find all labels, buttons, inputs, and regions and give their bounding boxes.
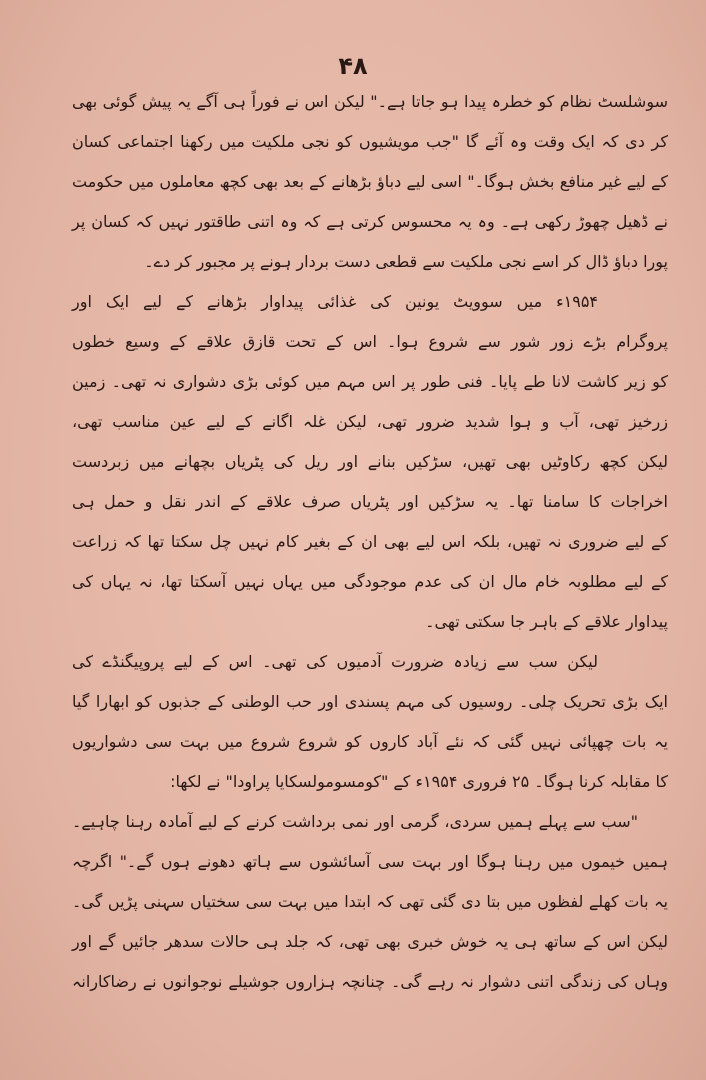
text-line: سوشلسٹ نظام کو خطرہ پیدا ہو جاتا ہے۔" لیکن اس نے فوراً ہی آگے یہ پیش گوئی بھی [72,92,668,111]
text-line: پورا دباؤ ڈال کر اسے نجی ملکیت سے قطعی دست بردار ہونے پر مجبور کر دے۔ [144,252,668,271]
text-line: لیکن اس کے ساتھ ہی یہ خوش خبری بھی تھی، کہ جلد ہی حالات سدھر جائیں گے اور [72,932,668,951]
page-body-text [72,82,668,1002]
paragraph-start-line: ۱۹۵۴ء میں سوویٹ یونین کی غذائی پیداوار بڑھانے کے لیے ایک اور [72,292,598,311]
text-line: کے لیے غیر منافع بخش ہوگا۔" اسی لیے دباؤ بڑھانے کے بعد بھی کچھ معاملوں میں حکومت [72,172,668,191]
text-line: یہ بات کھلے لفظوں میں بتا دی گئی تھی کہ ابتدا میں بہت سی سختیاں سہنی پڑیں گی۔ [72,892,668,911]
text-line: کا مقابلہ کرنا ہوگا۔ ۲۵ فروری ۱۹۵۴ء کے "کومسومولسکایا پراودا" نے لکھا: [170,772,668,791]
page-number: ۴۸ [338,52,368,80]
text-line: لیکن کچھ رکاوٹیں بھی تھیں، سڑکیں بنانے اور ریل کی پٹریاں بچھانے میں زبردست [72,452,668,471]
text-line: زرخیز تھی، آب و ہوا شدید ضرور تھی، لیکن غلہ اگانے کے لیے عین مناسب تھی، [72,412,668,431]
text-line: یہ بات چھپائی نہیں گئی کہ نئے آباد کاروں کو شروع شروع میں بہت سی دشواریوں [72,732,668,751]
paragraph-start-line: لیکن سب سے زیادہ ضرورت آدمیوں کی تھی۔ اس کے لیے پروپیگنڈے کی [72,652,598,671]
text-line: اخراجات کا سامنا تھا۔ یہ سڑکیں اور پٹریاں صرف علاقے کے اندر نقل و حمل ہی [72,492,668,511]
text-line: پروگرام بڑے زور شور سے شروع ہوا۔ اس کے تحت قازق علاقے کے وسیع خطوں [72,332,668,351]
text-line: پیداوار علاقے کے باہر جا سکتی تھی۔ [425,612,668,631]
text-line: ایک بڑی تحریک چلی۔ روسیوں کی مہم پسندی اور حب الوطنی کے جذبوں کو ابھارا گیا [72,692,668,711]
text-line: کو زیر کاشت لانا طے پایا۔ فنی طور پر اس مہم میں کوئی بڑی دشواری نہ تھی۔ زمین [72,372,668,391]
text-line: ہمیں خیموں میں رہنا ہوگا اور بہت سی آسائشوں سے ہاتھ دھونے ہوں گے۔" اگرچہ [72,852,668,871]
text-line: کے لیے مطلوبہ خام مال ان کی عدم موجودگی میں یہاں نہیں آسکتا تھا، نہ یہاں کی [72,572,668,591]
text-line: کر دی کہ ایک وقت وہ آئے گا "جب مویشیوں کو نجی ملکیت میں رکھنا اجتماعی کسان [72,132,668,151]
text-line: کے لیے ضروری نہ تھیں، بلکہ اس لیے بھی ان کے بغیر کام نہیں چل سکتا تھا کہ زراعت [72,532,668,551]
quote-start-line: "سب سے پہلے ہمیں سردی، گرمی اور نمی برداشت کرنے کے لیے آمادہ رہنا چاہیے۔ [72,812,638,831]
text-line: وہاں کی زندگی اتنی دشوار نہ رہے گی۔ چنانچہ ہزاروں جوشیلے نوجوانوں نے رضاکارانہ [72,972,669,991]
text-line: نے ڈھیل چھوڑ رکھی ہے۔ وہ یہ محسوس کرتی ہے کہ وہ اتنی طاقتور نہیں کہ کسان پر [72,212,668,231]
